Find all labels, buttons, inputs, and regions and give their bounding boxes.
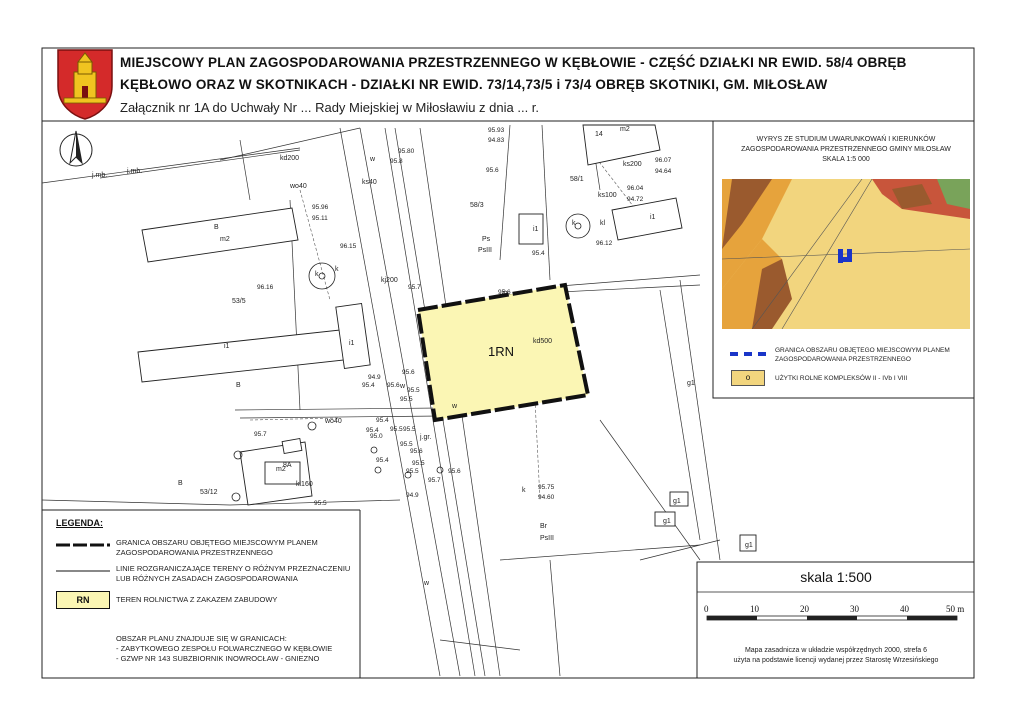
map-elevation-label: 94.9 [406, 492, 419, 499]
plan-title-line-1: MIEJSCOWY PLAN ZAGOSPODAROWANIA PRZESTRZENNEGO W KĘBŁOWIE - CZĘŚĆ DZIAŁKI NR EWID. 58/4 OBRĘB [120, 55, 907, 70]
map-elevation-label: 95.4 [532, 250, 545, 257]
legend-area-item-2: - GZWP NR 143 SUBZBIORNIK INOWROCŁAW - GNIEZNO [116, 654, 320, 663]
map-elevation-label: 95.4 [376, 457, 389, 464]
map-plot-label: kj200 [381, 277, 398, 284]
map-elevation-label: 95.4 [376, 417, 389, 424]
legend-rn-label: TEREN ROLNICTWA Z ZAKAZEM ZABUDOWY [116, 595, 278, 604]
map-plot-label: w [452, 403, 458, 410]
map-elevation-label: 95.5 [412, 460, 425, 467]
scale-tick-20: 20 [800, 604, 809, 614]
map-elevation-label: 95.5 [403, 426, 416, 433]
legend-boundary-label-1: GRANICA OBSZARU OBJĘTEGO MIEJSCOWYM PLANEM [116, 538, 318, 547]
map-elevation-label: 95.96 [312, 204, 329, 211]
wyrys-title-line-1: WYRYS ZE STUDIUM UWARUNKOWAŃ I KIERUNKÓW [756, 136, 936, 143]
map-plot-label: k [522, 487, 526, 494]
map-plot-label: k [315, 271, 319, 278]
map-elevation-label: 95.75 [538, 484, 555, 491]
map-elevation-label: 95.5 [400, 441, 413, 448]
legend-area-item-1: - ZABYTKOWEGO ZESPOŁU FOLWARCZNEGO W KĘBŁOWIE [116, 644, 333, 653]
map-elevation-label: 94.83 [488, 137, 505, 144]
map-elevation-label: 94.60 [538, 494, 555, 501]
map-plot-label: 8A [283, 462, 292, 469]
map-plot-label: wo40 [325, 418, 342, 425]
map-plot-label: B [236, 382, 241, 389]
legend-rn-symbol: RN [56, 591, 110, 609]
map-plot-label: kl160 [296, 481, 313, 488]
map-plot-label: g1 [663, 518, 671, 525]
map-plot-label: g1 [745, 542, 753, 549]
map-elevation-label: 95.4 [366, 427, 379, 434]
wyrys-boundary-label-2: ZAGOSPODAROWANIA PRZESTRZENNEGO [775, 356, 911, 363]
plan-subtitle: Załącznik nr 1A do Uchwały Nr ... Rady Miejskiej w Miłosławiu z dnia ... r. [120, 100, 540, 115]
map-plot-label: m2 [276, 466, 286, 473]
map-plot-label: kd200 [280, 155, 300, 162]
map-plot-label: ks40 [362, 179, 377, 186]
wyrys-scale: SKALA 1:5 000 [822, 156, 870, 163]
map-plot-label: ks200 [623, 161, 642, 168]
map-plot-label: Ps [482, 236, 491, 243]
scale-tick-50: 50 m [946, 604, 965, 614]
north-arrow-icon [60, 131, 92, 166]
map-elevation-label: 94.9 [368, 374, 381, 381]
map-plot-label: k [335, 266, 339, 273]
wyrys-agricultural-symbol: o [731, 370, 765, 386]
map-elevation-label: 95.4 [362, 382, 375, 389]
map-elevation-label: 95.7 [254, 431, 267, 438]
legend-division-label-1: LINIE ROZGRANICZAJĄCE TERENY O RÓŻNYM PRZEZNACZENIU [116, 564, 351, 573]
scale-tick-40: 40 [900, 604, 909, 614]
map-plot-label: i1 [224, 343, 230, 350]
map-elevation-label: 95.6 [410, 448, 423, 455]
map-elevation-label: 95.0 [370, 433, 383, 440]
map-plot-label: kl [600, 220, 606, 227]
map-plot-label: 58/3 [470, 202, 484, 209]
map-plot-label: PsIII [478, 247, 493, 254]
map-elevation-label: 95.6 [387, 382, 400, 389]
map-elevation-label: 95.7 [428, 477, 441, 484]
map-plot-label: 53/5 [232, 298, 246, 305]
wyrys-boundary-symbol [730, 352, 766, 360]
map-plot-label: w [370, 156, 376, 163]
legend-boundary-label-2: ZAGOSPODAROWANIA PRZESTRZENNEGO [116, 548, 273, 557]
study-inset-map [722, 179, 970, 329]
scale-label: skala 1:500 [800, 569, 872, 585]
map-elevation-label: 96.16 [257, 284, 274, 291]
legend-title: LEGENDA: [56, 518, 103, 528]
map-plot-label: PsIII [540, 535, 555, 542]
map-elevation-label: 95.7 [408, 284, 421, 291]
map-elevation-label: 95.80 [398, 148, 415, 155]
map-plot-label: g1 [673, 498, 681, 505]
wyrys-agricultural-label: UŻYTKI ROLNE KOMPLEKSÓW II - IVb I VIII [775, 375, 908, 382]
scale-tick-0: 0 [704, 604, 709, 614]
map-elevation-label: 96.12 [596, 240, 613, 247]
map-plot-label: k [572, 220, 576, 227]
map-plot-label: w [400, 383, 406, 390]
map-elevation-label: 95.6 [402, 369, 415, 376]
map-source-note-1: Mapa zasadnicza w układzie współrzędnych 2000, strefa 6 [744, 647, 928, 654]
scale-tick-30: 30 [850, 604, 859, 614]
map-elevation-label: 95.6 [498, 289, 511, 296]
map-plot-label: B [214, 224, 219, 231]
map-plot-label: ks100 [598, 192, 617, 199]
map-plot-label: wo40 [290, 183, 307, 190]
map-plot-label: 53/12 [200, 489, 218, 496]
map-elevation-label: 95.5 [390, 426, 403, 433]
map-plot-label: 14 [595, 131, 603, 138]
map-elevation-label: 95.8 [390, 158, 403, 165]
map-plot-label: j.gr. [420, 434, 432, 441]
map-plot-label: B [178, 480, 183, 487]
map-elevation-label: 95.5 [400, 396, 413, 403]
map-plot-label: j.mb. [92, 172, 108, 179]
wyrys-title-line-2: ZAGOSPODAROWANIA PRZESTRZENNEGO GMINY MIŁOSŁAW [741, 146, 951, 153]
map-plot-label: i1 [650, 214, 656, 221]
map-elevation-label: 95.5 [406, 468, 419, 475]
legend-area-title: OBSZAR PLANU ZNAJDUJE SIĘ W GRANICACH: [116, 634, 287, 643]
map-plot-label: i1 [533, 226, 539, 233]
map-elevation-label: 96.04 [627, 185, 644, 192]
map-plot-label: w [424, 580, 430, 587]
plan-title-line-2: KĘBŁOWO ORAZ W SKOTNIKACH - DZIAŁKI NR EWID. 73/14,73/5 i 73/4 OBRĘB SKOTNIKI, GM. MIŁOSŁAW [120, 77, 828, 92]
map-plot-label: Br [540, 523, 547, 530]
map-elevation-label: 96.15 [340, 243, 357, 250]
map-elevation-label: 95.5 [407, 387, 420, 394]
scale-bar [700, 598, 972, 634]
map-plot-label: m2 [620, 126, 630, 133]
map-plot-label: 58/1 [570, 176, 584, 183]
map-plot-label: g1 [687, 380, 695, 387]
map-plot-label: j.mb. [127, 168, 143, 175]
map-elevation-label: 95.11 [312, 215, 328, 222]
map-elevation-label: 95.93 [488, 127, 505, 134]
parcel-lines [42, 125, 720, 676]
map-elevation-label: 94.64 [655, 168, 672, 175]
map-elevation-label: 96.07 [655, 157, 672, 164]
zone-1rn-label: 1RN [488, 344, 515, 359]
map-source-note-2: użyta na podstawie licencji wydanej przez Starostę Wrzesińskiego [733, 657, 939, 664]
map-elevation-label: 95.5 [314, 500, 327, 507]
map-elevation-label: 95.6 [448, 468, 461, 475]
map-plot-label: i1 [349, 340, 355, 347]
legend-division-label-2: LUB RÓŻNYCH ZASADACH ZAGOSPODAROWANIA [116, 574, 298, 583]
wyrys-boundary-label-1: GRANICA OBSZARU OBJĘTEGO MIEJSCOWYM PLANEM [775, 347, 950, 354]
map-elevation-label: 95.6 [486, 167, 499, 174]
scale-tick-10: 10 [750, 604, 759, 614]
map-plot-label: kd500 [533, 338, 553, 345]
map-plot-label: m2 [220, 236, 230, 243]
map-elevation-label: 94.72 [627, 196, 644, 203]
